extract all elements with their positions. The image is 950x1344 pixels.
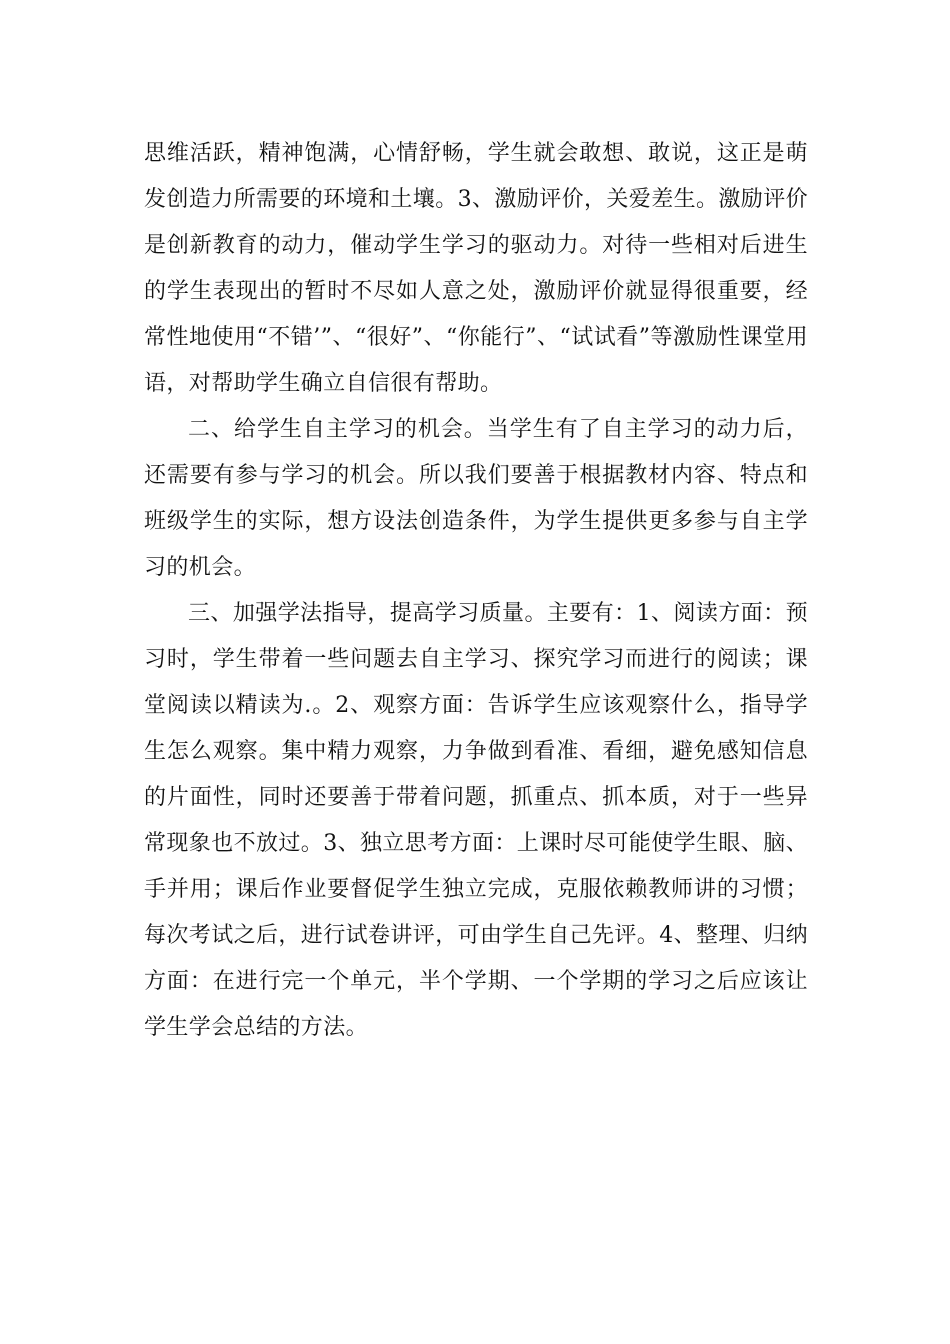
paragraph-1: 思维活跃，精神饱满，心情舒畅，学生就会敢想、敢说，这正是萌发创造力所需要的环境和土壤。3、激励评价，关爱差生。激励评价是创新教育的动力，催动学生学习的驱动力。对待一些相对后进生的学生表现出的暂时不尽如人意之处，激励评价就显得很重要，经常性地使用“不错’”、“很好”、“你能行”、“试试看”等激励性课堂用语，对帮助学生确立自信很有帮助。 [144,141,808,396]
paragraph-2: 二、给学生自主学习的机会。当学生有了自主学习的动力后，还需要有参与学习的机会。所以我们要善于根据教材内容、特点和班级学生的实际，想方设法创造条件，为学生提供更多参与自主学习的机会。 [144,417,808,580]
paragraph-3: 三、加强学法指导，提高学习质量。主要有：1、阅读方面：预习时，学生带着一些问题去自主学习、探究学习而进行的阅读；课堂阅读以精读为.。2、观察方面：告诉学生应该观察什么，指导学生怎么观察。集中精力观察，力争做到看准、看细，避免感知信息的片面性，同时还要善于带着问题，抓重点、抓本质，对于一些异常现象也不放过。3、独立思考方面：上课时尽可能使学生眼、脑、手并用；课后作业要督促学生独立完成，克服依赖教师讲的习惯；每次考试之后，进行试卷讲评，可由学生自己先评。4、整理、归纳方面：在进行完一个单元，半个学期、一个学期的学习之后应该让学生学会总结的方法。 [144,601,808,1040]
document-body [144,131,808,1051]
